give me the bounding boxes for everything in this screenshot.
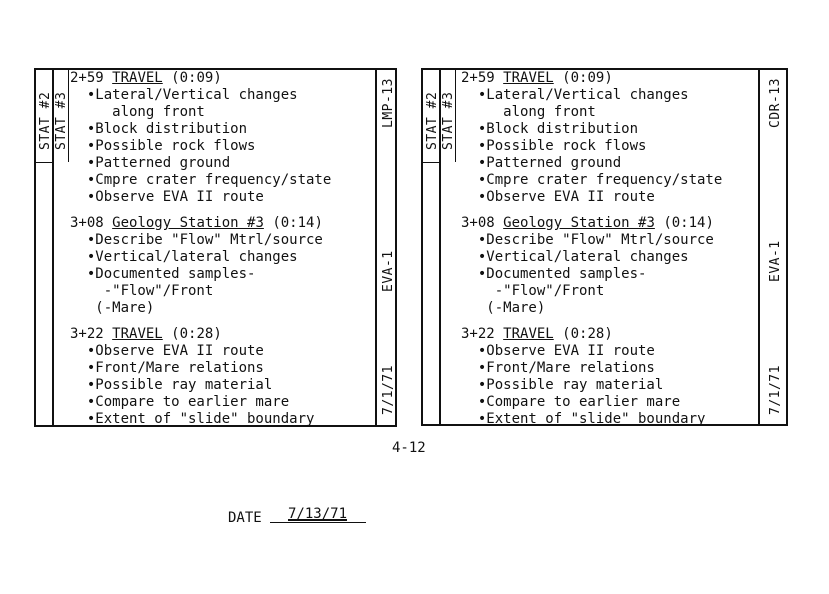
station-column-rule	[36, 162, 52, 163]
checklist-item: •Extent of "slide" boundary	[461, 411, 706, 427]
section-time: 2+59	[461, 70, 495, 86]
checklist-item: •Cmpre crater frequency/state	[70, 172, 332, 188]
section-heading	[461, 215, 761, 232]
section-time: 3+22	[70, 326, 104, 342]
checklist-item: •Front/Mare relations	[70, 360, 264, 376]
section-time: 3+08	[70, 215, 104, 231]
section-heading	[461, 70, 761, 87]
section-duration: (0:28)	[562, 326, 613, 342]
checklist-item: •Possible ray material	[70, 377, 273, 393]
checklist-item: -"Flow"/Front	[461, 283, 605, 299]
checklist-text	[461, 70, 761, 428]
crew-label: CDR-13	[768, 78, 783, 128]
checklist-item: •Observe EVA II route	[70, 343, 264, 359]
station-label-2: STAT #2	[425, 91, 440, 150]
station-column-rule	[423, 162, 439, 163]
checklist-item: •Vertical/lateral changes	[70, 249, 298, 265]
checklist-item: •Cmpre crater frequency/state	[461, 172, 723, 188]
checklist-item: •Compare to earlier mare	[70, 394, 290, 410]
section-time: 2+59	[70, 70, 104, 86]
checklist-item: •Possible ray material	[461, 377, 664, 393]
section-heading	[70, 326, 380, 343]
checklist-item: •Describe "Flow" Mtrl/source	[461, 232, 714, 248]
checklist-card-lmp	[34, 68, 397, 427]
station-label-3: STAT #3	[54, 91, 69, 150]
section-duration: (0:09)	[171, 70, 222, 86]
checklist-item: •Lateral/Vertical changes	[461, 87, 689, 103]
section-gap	[461, 317, 761, 326]
section-duration: (0:14)	[663, 215, 714, 231]
checklist-item: along front	[70, 104, 205, 120]
section-gap	[70, 317, 380, 326]
section-title: Geology Station #3	[503, 215, 655, 231]
section-duration: (0:28)	[171, 326, 222, 342]
crew-label: LMP-13	[381, 78, 396, 128]
section-heading	[70, 215, 380, 232]
checklist-item: •Front/Mare relations	[461, 360, 655, 376]
checklist-item: •Compare to earlier mare	[461, 394, 681, 410]
section-gap	[70, 206, 380, 215]
checklist-item: •Documented samples-	[70, 266, 256, 282]
section-gap	[461, 206, 761, 215]
checklist-item: •Observe EVA II route	[461, 343, 655, 359]
checklist-card-cdr	[421, 68, 788, 426]
checklist-item: •Documented samples-	[461, 266, 647, 282]
checklist-item: •Block distribution	[461, 121, 639, 137]
page-number: 4-12	[392, 440, 426, 456]
date-underline	[270, 522, 366, 523]
section-duration: (0:14)	[272, 215, 323, 231]
checklist-item: •Patterned ground	[461, 155, 622, 171]
checklist-item: •Possible rock flows	[70, 138, 256, 154]
checklist-item: •Lateral/Vertical changes	[70, 87, 298, 103]
eva-label: EVA-1	[768, 240, 783, 282]
checklist-item: (-Mare)	[461, 300, 546, 316]
checklist-item: •Observe EVA II route	[461, 189, 655, 205]
section-heading	[461, 326, 761, 343]
checklist-item: •Extent of "slide" boundary	[70, 411, 315, 427]
card-date-label: 7/1/71	[381, 365, 396, 415]
checklist-item: •Observe EVA II route	[70, 189, 264, 205]
checklist-item: •Possible rock flows	[461, 138, 647, 154]
section-time: 3+22	[461, 326, 495, 342]
checklist-item: •Vertical/lateral changes	[461, 249, 689, 265]
checklist-item: along front	[461, 104, 596, 120]
section-title: TRAVEL	[503, 70, 554, 86]
station-label-2: STAT #2	[38, 91, 53, 150]
eva-label: EVA-1	[381, 250, 396, 292]
checklist-item: •Block distribution	[70, 121, 248, 137]
station-label-3: STAT #3	[441, 91, 456, 150]
date-value: 7/13/71	[288, 506, 348, 522]
section-title: TRAVEL	[503, 326, 554, 342]
checklist-item: •Describe "Flow" Mtrl/source	[70, 232, 323, 248]
checklist-text	[70, 70, 380, 428]
section-title: TRAVEL	[112, 70, 163, 86]
card-date-label: 7/1/71	[768, 365, 783, 415]
checklist-item: •Patterned ground	[70, 155, 231, 171]
section-time: 3+08	[461, 215, 495, 231]
section-title: TRAVEL	[112, 326, 163, 342]
date-label: DATE	[228, 510, 262, 526]
section-title: Geology Station #3	[112, 215, 264, 231]
section-duration: (0:09)	[562, 70, 613, 86]
checklist-item: -"Flow"/Front	[70, 283, 214, 299]
checklist-item: (-Mare)	[70, 300, 155, 316]
section-heading	[70, 70, 380, 87]
